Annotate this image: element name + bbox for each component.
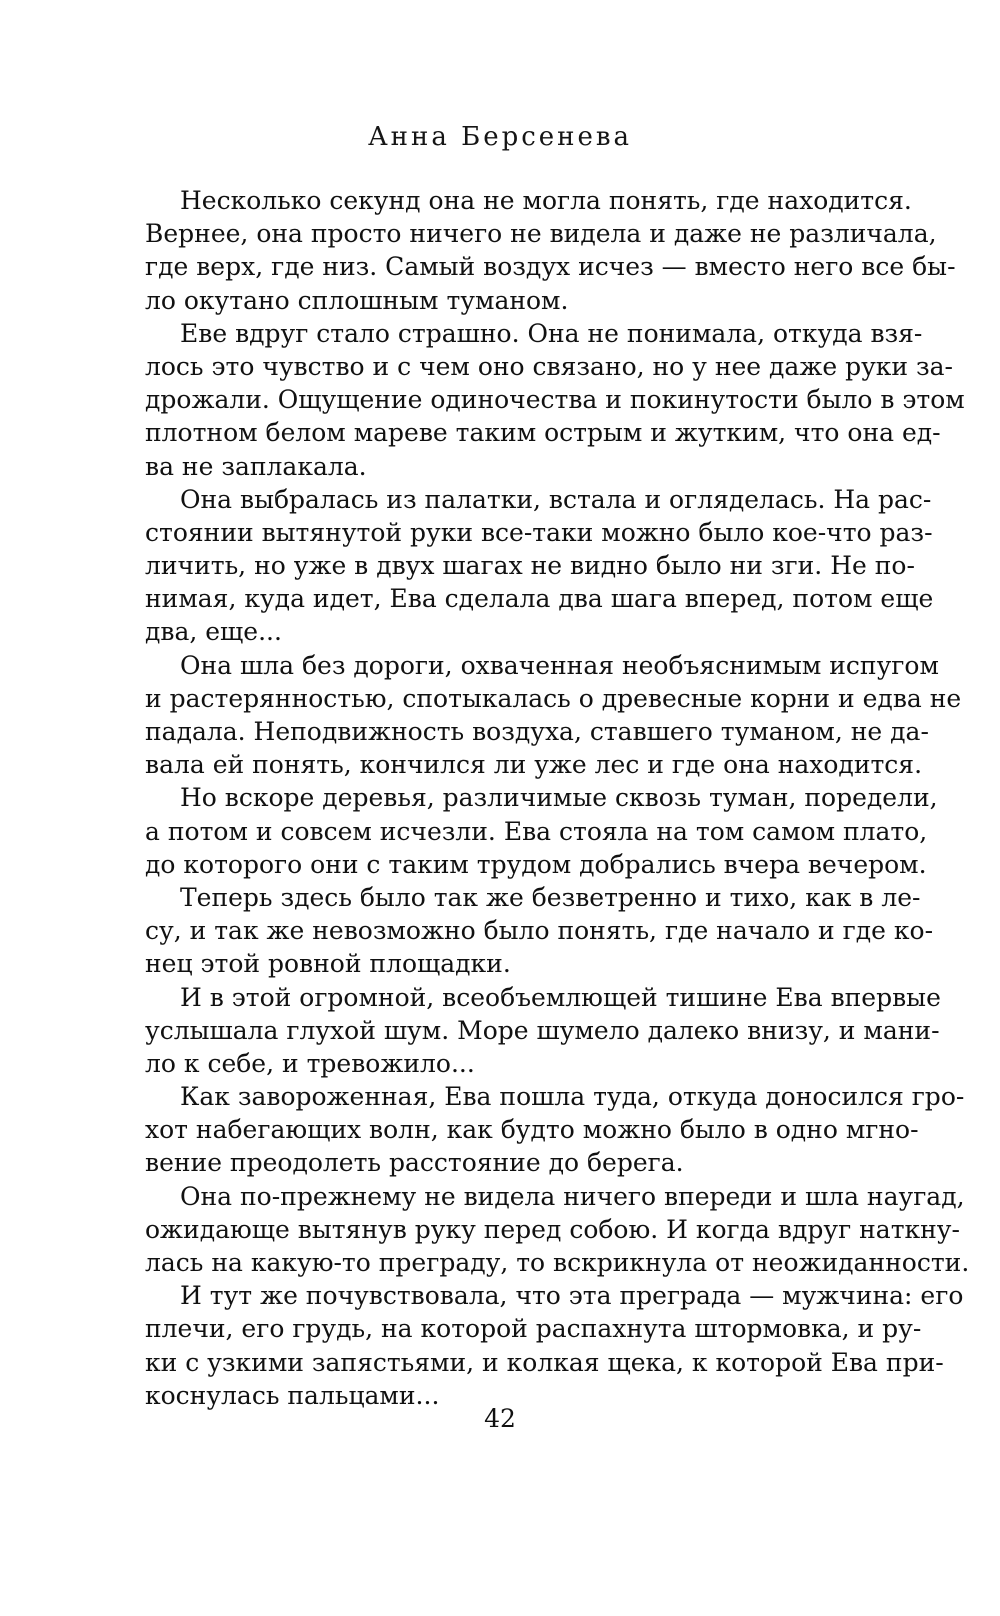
- text-line: Теперь здесь было так же безветренно и тихо, как в ле-: [180, 882, 921, 912]
- text-line: а потом и совсем исчезли. Ева стояла на том самом плато,: [145, 816, 928, 846]
- text-line: лась на какую-то преграду, то вскрикнула от неожиданности.: [145, 1248, 970, 1277]
- text-line: нец этой ровной площадки.: [145, 949, 511, 979]
- text-line: падала. Неподвижность воздуха, ставшего туманом, не да-: [145, 717, 929, 746]
- running-head-author: Анна Берсенева: [367, 122, 633, 152]
- text-line: услышала глухой шум. Море шумело далеко внизу, и мани-: [145, 1015, 940, 1045]
- text-line: плотном белом мареве таким острым и жутким, что она ед-: [145, 418, 941, 448]
- text-line: личить, но уже в двух шагах не видно было ни зги. Не по-: [145, 551, 915, 581]
- page-number: 42: [484, 1404, 516, 1433]
- body-text: [145, 184, 970, 1412]
- text-line: нимая, куда идет, Ева сделала два шага вперед, потом еще: [145, 584, 934, 614]
- text-line: плечи, его грудь, на которой распахнута штормовка, и ру-: [145, 1314, 922, 1344]
- text-line: и растерянностью, спотыкалась о древесные корни и едва не: [145, 683, 962, 713]
- text-line: И в этой огромной, всеобъемлющей тишине Ева впервые: [180, 982, 941, 1012]
- text-line: ва не заплакала.: [145, 451, 367, 481]
- text-line: Вернее, она просто ничего не видела и даже не различала,: [145, 219, 937, 249]
- text-line: Она шла без дороги, охваченная необъяснимым испугом: [180, 650, 939, 680]
- text-line: вение преодолеть расстояние до берега.: [145, 1148, 684, 1178]
- text-line: Она по-прежнему не видела ничего впереди и шла наугад,: [180, 1181, 965, 1211]
- text-line: стоянии вытянутой руки все-таки можно было кое-что раз-: [145, 517, 933, 547]
- text-line: ки с узкими запястьями, и колкая щека, к которой Ева при-: [145, 1347, 944, 1377]
- text-line: Но вскоре деревья, различимые сквозь туман, поредели,: [180, 783, 938, 813]
- text-line: коснулась пальцами...: [145, 1380, 440, 1410]
- text-line: дрожали. Ощущение одиночества и покинутости было в этом: [145, 385, 965, 415]
- text-line: Она выбралась из палатки, встала и огляделась. На рас-: [180, 484, 932, 514]
- text-line: два, еще...: [145, 617, 282, 647]
- text-line: ожидающе вытянув руку перед собою. И когда вдруг наткну-: [145, 1214, 960, 1244]
- text-line: Еве вдруг стало страшно. Она не понимала, откуда взя-: [180, 318, 923, 348]
- text-line: до которого они с таким трудом добрались вчера вечером.: [145, 849, 927, 879]
- text-line: И тут же почувствовала, что эта преграда — мужчина: его: [180, 1281, 964, 1311]
- text-line: ло к себе, и тревожило...: [145, 1048, 475, 1078]
- text-line: Несколько секунд она не могла понять, где находится.: [180, 186, 912, 215]
- text-line: хот набегающих волн, как будто можно было в одно мгно-: [145, 1115, 919, 1145]
- text-line: ло окутано сплошным туманом.: [145, 285, 569, 315]
- text-line: лось это чувство и с чем оно связано, но у нее даже руки за-: [145, 351, 954, 381]
- text-line: где верх, где низ. Самый воздух исчез — вместо него все бы-: [145, 252, 956, 282]
- text-line: вала ей понять, кончился ли уже лес и где она находится.: [145, 750, 923, 780]
- text-line: Как завороженная, Ева пошла туда, откуда доносился гро-: [180, 1082, 965, 1112]
- text-line: су, и так же невозможно было понять, где начало и где ко-: [145, 916, 934, 946]
